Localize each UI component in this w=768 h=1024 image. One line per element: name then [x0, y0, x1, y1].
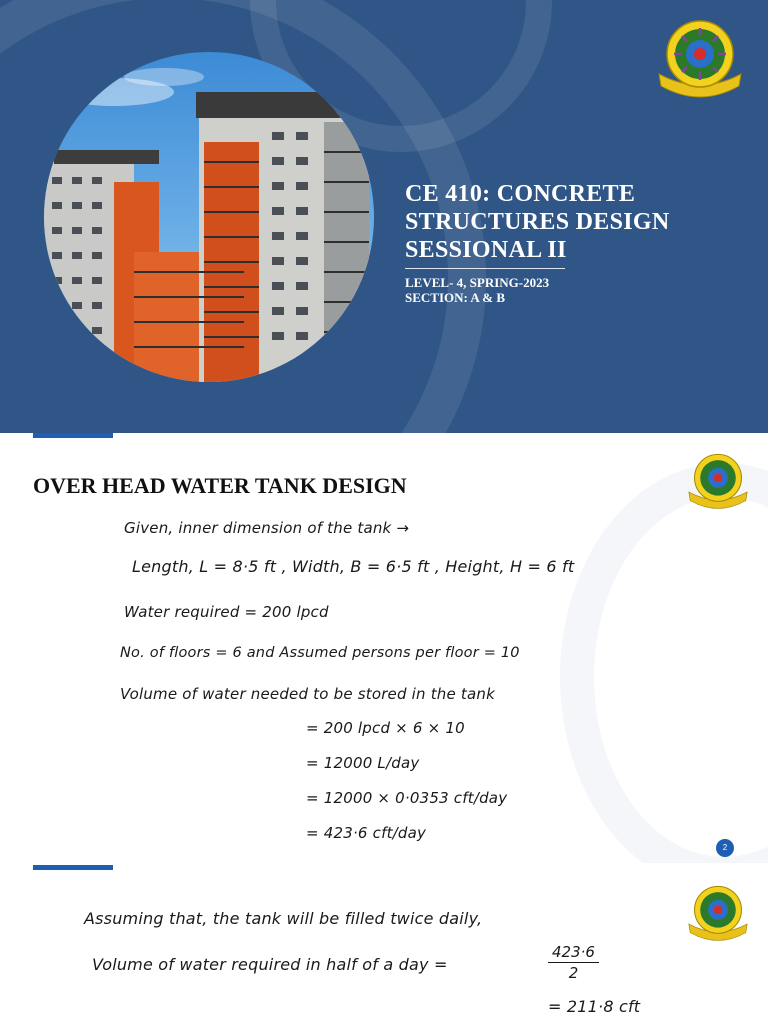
- assumption-text: Assuming that, the tank will be filled twice daily,: [84, 909, 483, 928]
- course-title-block: [405, 180, 670, 305]
- course-title-line: SESSIONAL II: [405, 237, 567, 263]
- building-illustration: [44, 52, 374, 382]
- course-title: [405, 180, 670, 264]
- half-day-volume-result: = 211·8 cft: [548, 997, 641, 1016]
- volume-fraction: [548, 943, 599, 982]
- calculation-step: = 12000 L/day: [306, 754, 420, 772]
- floors-persons-text: No. of floors = 6 and Assumed persons per floor = 10: [120, 645, 520, 661]
- slide-heading: OVER HEAD WATER TANK DESIGN: [33, 473, 407, 498]
- accent-bar: [33, 433, 113, 438]
- decorative-arc: [560, 463, 768, 863]
- fraction-denominator: 2: [568, 964, 579, 982]
- building-photo: [44, 52, 374, 382]
- volume-needed-text: Volume of water needed to be stored in the tank: [120, 685, 495, 703]
- given-dimension-text: Given, inner dimension of the tank →: [124, 519, 410, 537]
- design-slide: [0, 433, 768, 863]
- continuation-slide: [0, 863, 768, 1024]
- fraction-numerator: 423·6: [548, 943, 599, 963]
- calculation-step: = 12000 × 0·0353 cft/day: [306, 789, 508, 807]
- tank-dimensions-text: Length, L = 8·5 ft , Width, B = 6·5 ft , Height, H = 6 ft: [132, 557, 575, 576]
- calculation-step: = 423·6 cft/day: [306, 824, 427, 842]
- title-divider: [405, 268, 565, 269]
- logo-top-text: [655, 100, 656, 101]
- page-number-badge: 2: [716, 839, 734, 857]
- institute-logo: [655, 14, 745, 100]
- calculation-step: = 200 lpcd × 6 × 10: [306, 719, 465, 737]
- course-level: LEVEL- 4, SPRING-2023: [405, 275, 550, 290]
- course-title-line: STRUCTURES DESIGN: [405, 209, 670, 235]
- institute-logo: [686, 881, 750, 943]
- course-title-line: CE 410: CONCRETE: [405, 181, 636, 207]
- institute-logo: [686, 449, 750, 511]
- half-day-volume-text: Volume of water required in half of a day =: [92, 955, 448, 974]
- accent-bar: [33, 865, 113, 870]
- course-section: SECTION: A & B: [405, 290, 506, 305]
- title-slide: [0, 0, 768, 433]
- water-required-text: Water required = 200 lpcd: [124, 603, 329, 621]
